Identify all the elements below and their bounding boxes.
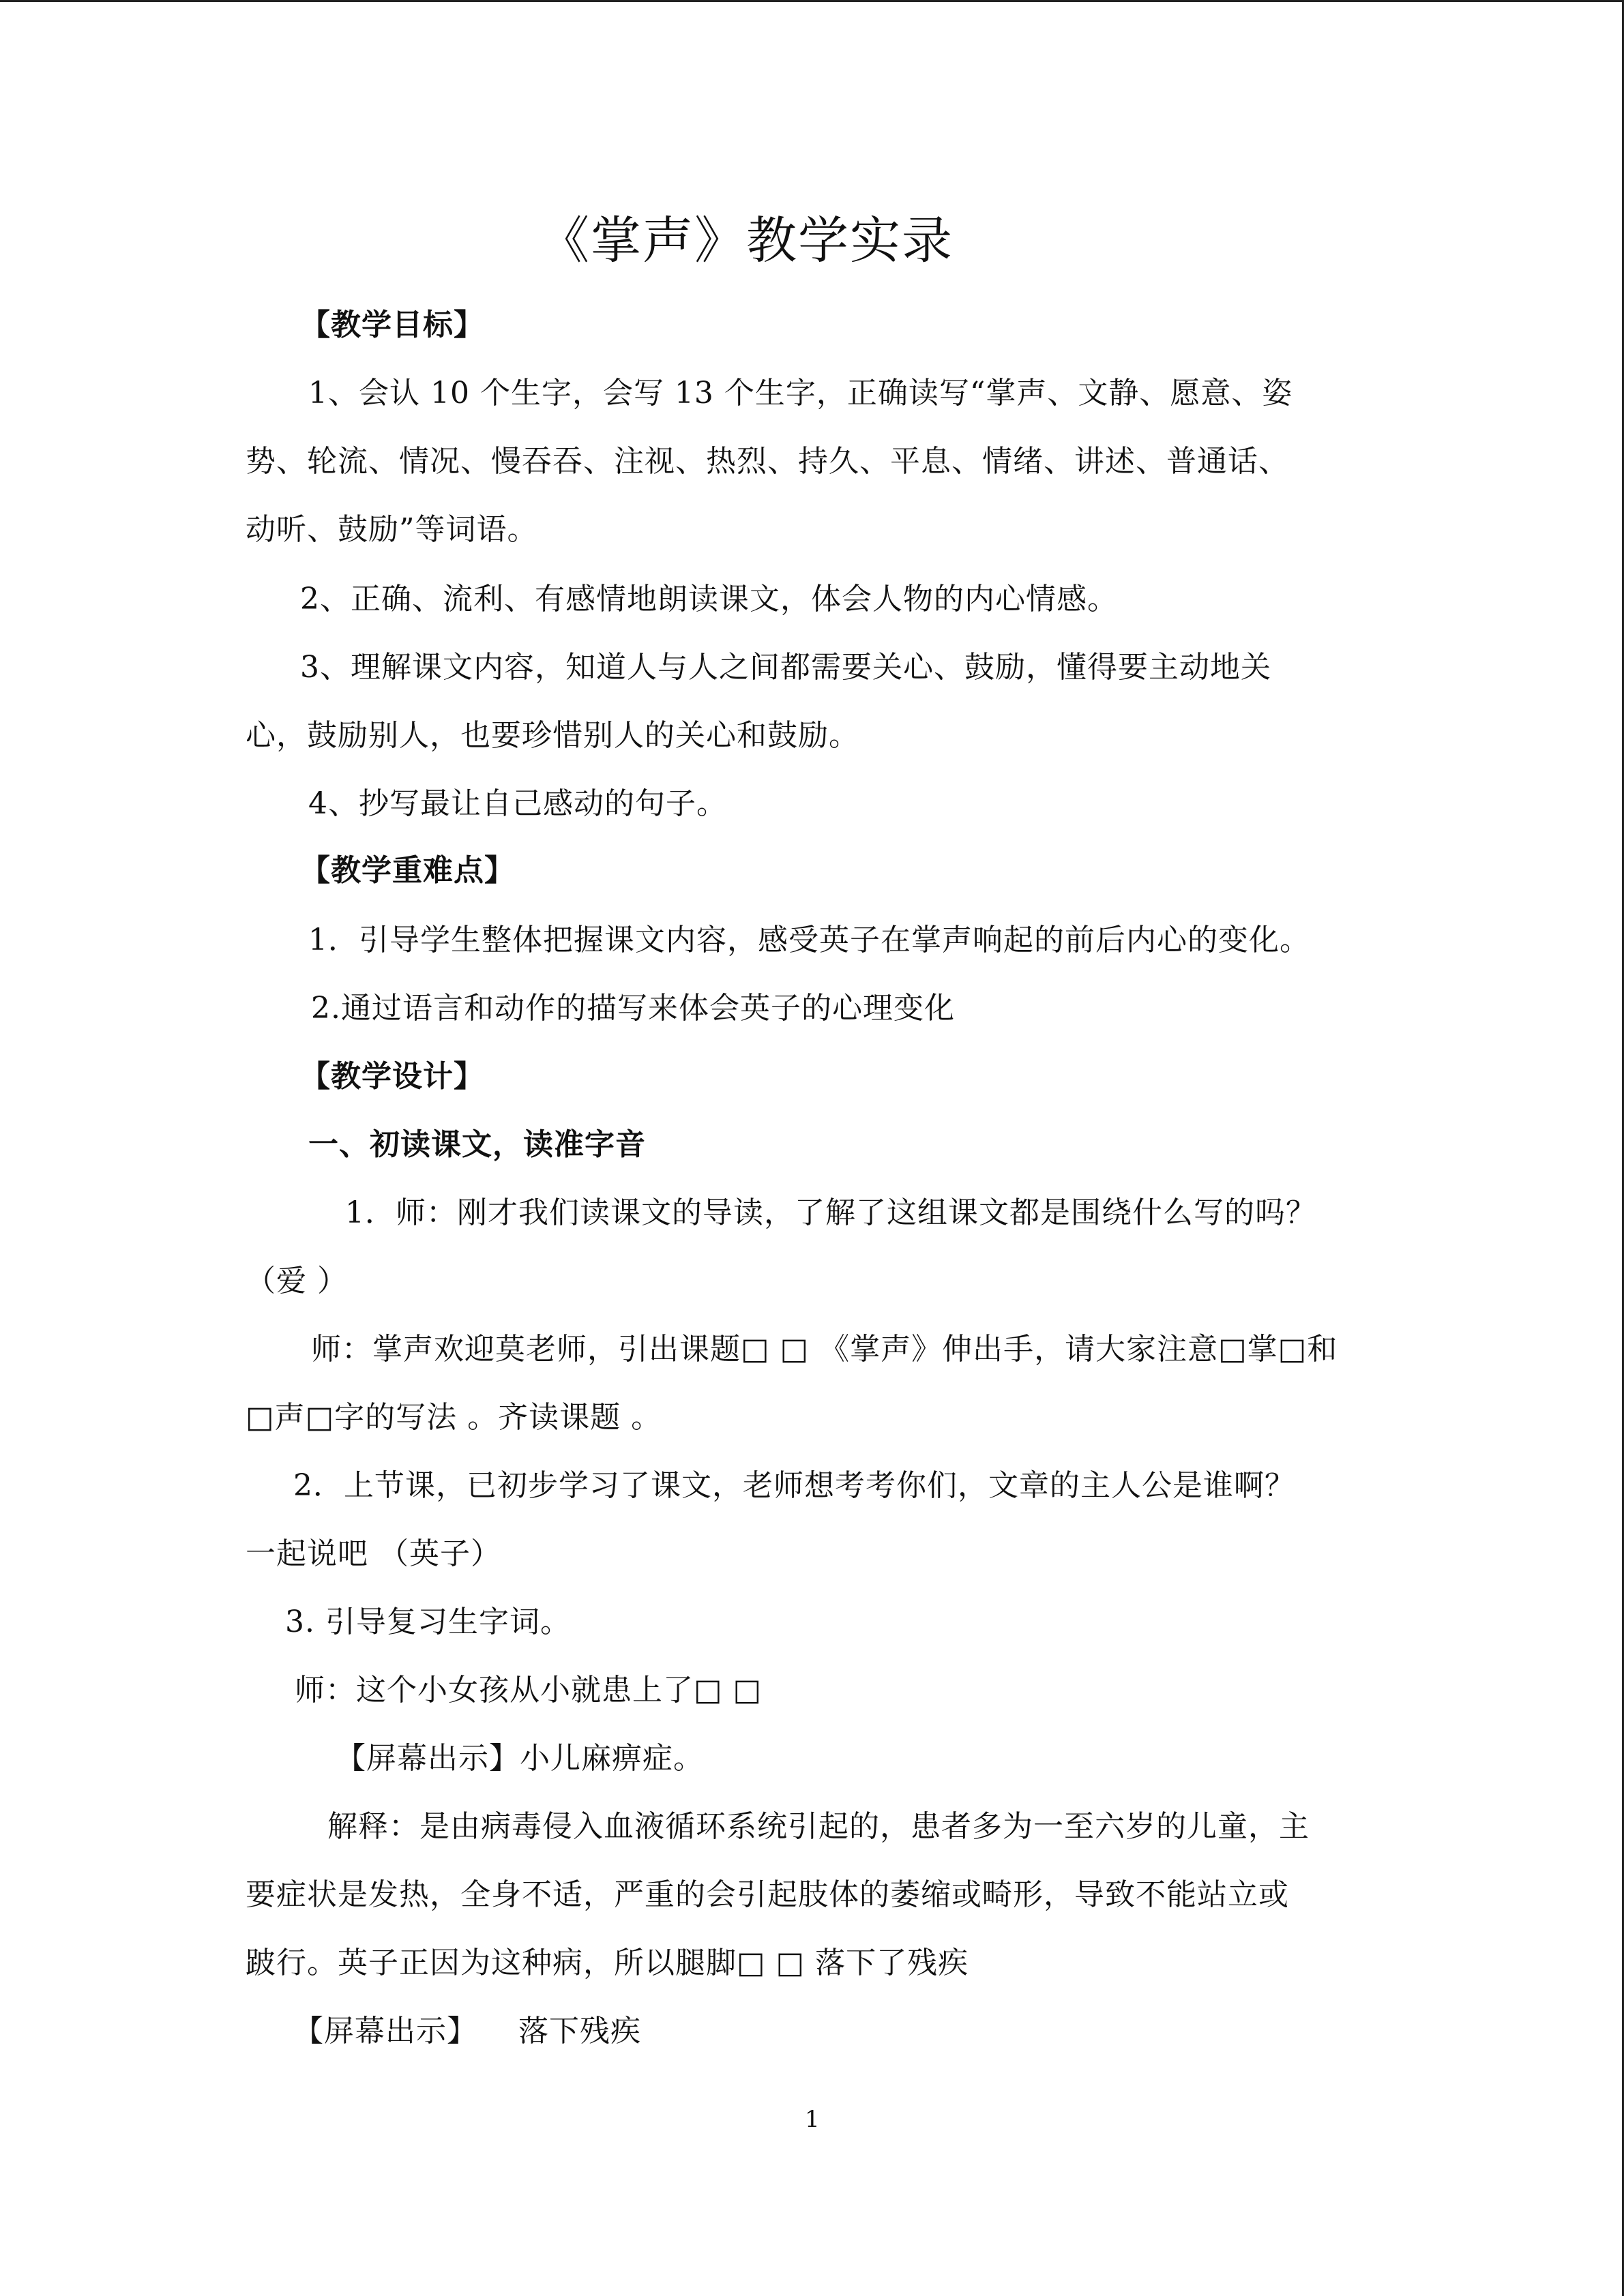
objective-3-line-1: 3、理解课文内容，知道人与人之间都需要关心、鼓励，懂得要主动地关 — [300, 650, 1271, 685]
document-title: 《掌声》教学实录 — [539, 211, 954, 270]
objective-4: 4、抄写最让自己感动的句子。 — [308, 786, 727, 821]
section-heading-key-points: 【教学重难点】 — [300, 853, 515, 888]
step-3: 3. 引导复习生字词。 — [285, 1605, 571, 1639]
explanation-line-2: 要症状是发热，全身不适，严重的会引起肢体的萎缩或畸形，导致不能站立或 — [246, 1877, 1289, 1912]
screen-display-2: 【屏幕出示】 落下残疾 — [293, 2014, 641, 2048]
explanation-line-1: 解释：是由病毒侵入血液循环系统引起的，患者多为一至六岁的儿童，主 — [327, 1809, 1310, 1844]
objective-1-line-3: 动听、鼓励”等词语。 — [246, 512, 538, 547]
explanation-line-3: 跛行。英子正因为这种病，所以腿脚□ □ 落下了残疾 — [246, 1945, 969, 1980]
step-2-line-1: 2．上节课，已初步学习了课文，老师想考考你们，文章的主人公是谁啊？ — [293, 1468, 1295, 1503]
subsection-heading-first-reading: 一、初读课文，读准字音 — [308, 1127, 646, 1162]
key-point-1: 1．引导学生整体把握课文内容，感受英子在掌声响起的前后内心的变化。 — [308, 923, 1310, 957]
teacher-line-1: 师：掌声欢迎莫老师，引出课题□ □ 《掌声》伸出手，请大家注意□掌□和 — [311, 1332, 1338, 1367]
step-1-line-1: 1．师：刚才我们读课文的导读，了解了这组课文都是围绕什么写的吗？ — [345, 1195, 1316, 1230]
step-2-line-2: 一起说吧 （英子） — [246, 1536, 501, 1571]
step-1-line-2: （爱 ） — [246, 1264, 348, 1298]
section-heading-objectives: 【教学目标】 — [300, 308, 484, 342]
objective-1-line-2: 势、轮流、情况、慢吞吞、注视、热烈、持久、平息、情绪、讲述、普通话、 — [246, 444, 1289, 479]
teacher-line-3: 师：这个小女孩从小就患上了□ □ — [295, 1673, 763, 1708]
key-point-2: 2.通过语言和动作的描写来体会英子的心理变化 — [311, 991, 955, 1026]
objective-3-line-2: 心，鼓励别人，也要珍惜别人的关心和鼓励。 — [246, 718, 859, 753]
page-number: 1 — [805, 2106, 820, 2133]
objective-2: 2、正确、流利、有感情地朗读课文，体会人物的内心情感。 — [300, 582, 1118, 616]
teacher-line-2: □声□字的写法 。齐读课题 。 — [246, 1400, 662, 1435]
screen-display-1: 【屏幕出示】小儿麻痹症。 — [336, 1741, 704, 1776]
section-heading-design: 【教学设计】 — [300, 1059, 484, 1094]
objective-1-line-1: 1、会认 10 个生字，会写 13 个生字，正确读写“掌声、文静、愿意、姿 — [308, 376, 1293, 411]
